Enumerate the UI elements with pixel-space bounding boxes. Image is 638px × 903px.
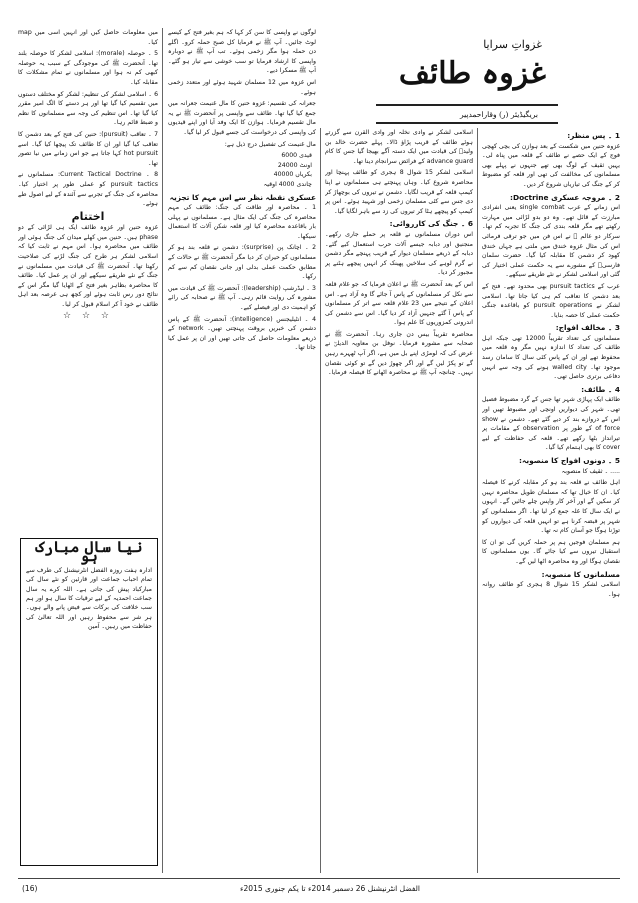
paragraph: غزوہ حنین میں شکست کے بعد ہوازن کی بچی کھچی فوج کے ایک حصے نے طائف کے قلعہ میں پناہ لی۔ یہیں ثقیف کے لوگ بھی تھے جنہوں نے پہلے بھی مسلمانوں کی مخالفت کی تھی اور قلعہ کو مضبوط کر کے جنگ کی تیاریاں شروع کر دیں۔ <box>482 142 620 188</box>
section-heading: 5 ۔ دونوں افواج کا منصوبہ: <box>519 456 620 465</box>
paragraph: اس کے بعد آنحضرت ﷺ نے اعلان فرمایا کہ جو غلام قلعہ سے نکل کر مسلمانوں کے پاس آ جائے گا وہ آزاد ہے۔ اس اعلان کے نتیجے میں 23 غلام قلعہ سے اتر کر مسلمانوں کے پاس آ گئے جنہیں آزاد کر دیا گیا۔ اس سے دشمن کی اندرونی کمزوریوں کا علم ہوا۔ <box>325 280 473 327</box>
section-heading: 3 ۔ مخالف افواج: <box>555 323 620 333</box>
byline-rule <box>376 122 558 124</box>
paragraph: 7 ۔ تعاقب (pursuit): حنین کی فتح کے بعد دشمن کا تعاقب کیا گیا اور ان کا طائف تک پیچھا کیا گیا۔ اسے hot pursuit کہا جاتا ہے جو اس زمانے میں نیا تصور تھا۔ <box>18 130 158 167</box>
footer-rule <box>18 878 620 879</box>
new-year-heading: نیا سال مبارک ہو <box>35 538 143 566</box>
conclusion-heading: اختتام <box>71 209 105 223</box>
new-year-box <box>20 538 158 866</box>
issue-info: الفضل انٹرنیشنل 26 دسمبر 2014ء تا یکم جنوری 2015ء <box>239 884 420 893</box>
paragraph: محاصرہ تقریباً بیس دن جاری رہا۔ آنحضرت ﷺ نے صحابہ سے مشورہ فرمایا۔ نوفل بن معاویہ الدیلیؓ نے عرض کی کہ لومڑی اپنے بل میں ہے، اگر آپ ٹھہرے رہیں گے تو پکڑ لیں گے اور اگر چھوڑ دیں گے تو کوئی نقصان نہیں۔ چنانچہ آپ ﷺ نے محاصرہ اٹھانے کا فیصلہ فرمایا۔ <box>325 330 473 377</box>
column-1 <box>482 128 620 876</box>
title-rule <box>376 104 558 106</box>
series-title: غزواتِ سرایا <box>483 38 542 51</box>
paragraph: اہل طائف نے قلعہ بند ہو کر مقابلہ کرنے کا فیصلہ کیا۔ ان کا خیال تھا کہ مسلمان طویل محاصرہ نہیں کر سکیں گے اور آخر کار واپس چلے جائیں گے۔ انہوں نے ایک سال کا غلہ جمع کر لیا تھا۔ اگر مسلمانوں کو شہر پر قبضہ کرنا ہے تو انہیں قلعہ کی دیواروں کو توڑنا ہوگا جو آسان کام نہ تھا۔ <box>482 479 620 535</box>
spoils-list <box>168 151 316 189</box>
paragraph: عرب کے pursuit tactics بھی محدود تھے۔ فتح کے بعد دشمن کا تعاقب کم ہی کیا جاتا تھا۔ اسلامی لشکر نے pursuit operations کو باقاعدہ جنگی حکمت عملی کا حصہ بنایا۔ <box>482 282 620 319</box>
paragraph: 5 ۔ حوصلہ (morale): اسلامی لشکر کا حوصلہ بلند تھا۔ آنحضرت ﷺ کی موجودگی کے سبب یہ حوصلہ کبھی کم نہ ہوا اور مسلمانوں نے تمام مشکلات کا مقابلہ کیا۔ <box>18 50 158 86</box>
paragraph: اس زمانے کے عرب single combat یعنی انفرادی مبارزت کے قائل تھے۔ وہ دو بدو لڑائی میں مہارت رکھتے تھے مگر قلعہ بندی کی جنگ کا تجربہ کم تھا۔ سرکار دو عالم ﷺ نے اس فن میں جو ترقی فرمائی اس کی مثال غزوہ خندق میں ملتی ہے جہاں خندق کھود کر دشمن کا مقابلہ کیا گیا۔ حضرت سلمان فارسیؓ کے مشورے سے یہ حکمت عملی اختیار کی گئی اور اسلامی لشکر نے نئے طریقے سیکھے۔ <box>482 204 620 279</box>
paragraph: 3 ۔ لیڈرشپ (leadership): آنحضرت ﷺ کی قیادت میں مشورہ کی روایت قائم رہی۔ آپ ﷺ نے صحابہ کی رائے کو اہمیت دی اور فیصلے کیے۔ <box>168 284 316 312</box>
column-divider <box>162 28 163 873</box>
paragraph: اس غزوہ میں 12 مسلمان شہید ہوئے اور متعدد زخمی ہوئے۔ <box>168 78 316 96</box>
column-4 <box>18 28 158 528</box>
paragraph: ..... ۔ ثقیف کا منصوبہ <box>561 467 620 475</box>
column-divider <box>477 128 478 873</box>
paragraph: 1 ۔ محاصرہ اور طاقت کی جنگ: طائف کی مہم محاصرہ کی جنگ کی ایک مثال ہے۔ مسلمانوں نے پہلی بار باقاعدہ محاصرہ کیا اور قلعہ شکن آلات کا استعمال سیکھا۔ <box>168 204 316 240</box>
section-heading: 1 ۔ پس منظر: <box>567 131 620 140</box>
byline: بریگیڈیئر (ر) وقاراحمدپیر <box>460 110 538 119</box>
end-stars: ☆ ☆ ☆ <box>63 310 113 321</box>
paragraph: اسلامی لشکر نے وادی نخلہ اور وادی القرن سے گزرتے ہوئے طائف کے قریب پڑاؤ ڈالا۔ پہلے حضرت خالد بن ولیدؓ کی قیادت میں ایک دستہ آگے بھیجا گیا جس کا کام advance guard کے فرائض سرانجام دینا تھا۔ <box>325 129 473 165</box>
spoils-item: چاندی 4000 اوقیہ <box>263 180 312 188</box>
paragraph: 8 ۔ Current Tactical Doctrine: مسلمانوں نے pursuit tactics کو عملی طور پر اختیار کیا۔ محاصرہ کی جنگ کے تجربے سے آئندہ کے لیے اصول طے ہوئے۔ <box>18 171 158 208</box>
column-divider <box>320 128 321 873</box>
section-heading: 4 ۔ طائف: <box>581 384 620 394</box>
paragraph: جعرانہ کی تقسیم: غزوہ حنین کا مال غنیمت جعرانہ میں جمع کیا گیا تھا۔ طائف سے واپسی پر آنحضرت ﷺ نے یہ مال تقسیم فرمایا۔ ہوازن کا ایک وفد آیا اور اپنے قیدیوں کی واپسی کی درخواست کی جسے قبول کر لیا گیا۔ <box>168 100 316 136</box>
paragraph: مال غنیمت کی تفصیل درج ذیل ہے: <box>224 140 316 148</box>
column-3 <box>168 28 316 876</box>
paragraph: 6 ۔ اسلامی لشکر کی تنظیم: لشکر کو مختلف دستوں میں تقسیم کیا گیا تھا اور ہر دستے کا الگ امیر مقرر کیا گیا تھا۔ اس تنظیم کی وجہ سے مسلمانوں کا نظم و ضبط قائم رہا۔ <box>18 90 158 127</box>
spoils-item: قیدی 6000 <box>281 152 312 160</box>
spoils-item: اونٹ 24000 <box>277 161 312 169</box>
section-heading: مسلمانوں کا منصوبہ: <box>541 569 620 579</box>
paragraph: لوگوں نے واپسی کا سن کر کہا کہ ہم بغیر فتح کے کیسے لوٹ جائیں۔ آپ ﷺ نے فرمایا کل صبح حملہ کرو۔ اگلے دن حملہ ہوا مگر زخمی ہوئے۔ تب آپ ﷺ نے دوبارہ واپسی کا ارشاد فرمایا تو سب خوشی سے تیار ہو گئے۔ آپ ﷺ مسکرا دیے۔ <box>168 29 316 75</box>
paragraph: مسلمانوں کی تعداد تقریباً 12000 تھی جبکہ اہل طائف کی تعداد کا اندازہ نہیں مگر وہ قلعہ میں محفوظ تھے اور ان کے پاس کئی سال کا سامان رسد موجود تھا۔ walled city ہونے کی وجہ سے انہیں دفاعی برتری حاصل تھی۔ <box>482 334 620 381</box>
section-heading: 2 ۔ مروجہ عسکری Doctrine: <box>509 192 620 202</box>
paragraph: اسلامی لشکر 15 شوال 8 ہجری کو طائف روانہ ہوا۔ <box>482 581 620 598</box>
paragraph: میں معلومات حاصل کیں اور انہیں اسی میں map کیا۔ <box>18 29 158 46</box>
paragraph: غزوہ حنین اور غزوہ طائف ایک ہی لڑائی کے دو phase ہیں۔ حنین میں کھلے میدان کی جنگ ہوئی اور طائف میں محاصرہ ہوا۔ اس مہم نے ثابت کیا کہ اسلامی لشکر ہر طرح کی جنگ لڑنے کی صلاحیت رکھتا تھا۔ آنحضرت ﷺ کی قیادت میں مسلمانوں نے جنگ کے نئے طریقے سیکھے اور ان پر عمل کیا۔ طائف کا محاصرہ بظاہر بغیر فتح کے اٹھایا گیا مگر اس کے نتائج دور رس ثابت ہوئے اور کچھ ہی عرصہ بعد اہل طائف نے خود آ کر اسلام قبول کر لیا۔ <box>18 224 158 309</box>
paragraph: طائف ایک پہاڑی شہر تھا جس کے گرد مضبوط فصیل تھی۔ شہر کی دیواریں اونچی اور مضبوط تھیں اور اس کے دروازے بند کر دیے گئے تھے۔ دشمن نے show of force کے طور پر observation کے مقامات پر تیرانداز بٹھا رکھے تھے۔ قلعہ کی حفاظت کے لیے cover کا بھی اہتمام کیا گیا۔ <box>482 396 620 452</box>
paragraph: ہم مسلمان فوجیں ہم پر حملہ کریں گی تو ان کا استقبال تیروں سے کیا جائے گا۔ یوں مسلمانوں کا نقصان ہوگا اور وہ محاصرہ اٹھا لیں گے۔ <box>482 538 620 565</box>
new-year-text: ادارہ ہفت روزہ الفضل انٹرنیشنل کی طرف سے تمام احباب جماعت اور قارئین کو نئے سال کی مبارکباد پیش کی جاتی ہے۔ اللہ کرے یہ سال جماعت احمدیہ کے لیے ترقیات کا سال ہو اور ہم سب خلافت کی برکات سے فیض پانے والے ہوں۔ ہر شر سے محفوظ رہیں اور اللہ تعالیٰ کی حفاظت میں رہیں۔ آمین <box>26 566 152 631</box>
article-title: غزوہ طائف <box>398 56 546 91</box>
paragraph: 4 ۔ انٹیلیجنس (intelligence): آنحضرت ﷺ کے پاس دشمن کی خبریں بروقت پہنچتی تھیں۔ network کے ذریعے معلومات حاصل کی جاتی تھیں اور ان پر عمل کیا جاتا تھا۔ <box>168 315 316 352</box>
paragraph: 2 ۔ اچانک پن (surprise): دشمن نے قلعہ بند ہو کر مسلمانوں کو حیران کر دیا مگر آنحضرت ﷺ نے حالات کے مطابق حکمت عملی بدلی اور جانی نقصان کم سے کم رکھا۔ <box>168 244 316 281</box>
column-2 <box>325 128 473 876</box>
section-heading: عسکری نقطہ نظر سے اس مہم کا تجزیہ <box>169 192 316 202</box>
section-heading: 6 ۔ جنگ کی کارروائی: <box>389 219 473 229</box>
page-number: (16) <box>22 884 38 893</box>
paragraph: اس دوران مسلمانوں نے قلعہ پر حملے جاری رکھے۔ منجنیق اور دبابہ جیسے آلات حرب استعمال کیے گئے۔ دبابہ کے ذریعے مسلمان دیوار کے قریب پہنچے مگر دشمن نے گرم لوہے کی سلاخیں پھینک کر انہیں پیچھے ہٹنے پر مجبور کر دیا۔ <box>325 230 473 277</box>
spoils-item: بکریاں 40000 <box>273 171 312 179</box>
paragraph: اسلامی لشکر 15 شوال 8 ہجری کو طائف پہنچا اور محاصرہ شروع کیا۔ وہاں پہنچتے ہی مسلمانوں نے اپنا کیمپ قلعہ کے قریب لگایا۔ دشمن نے تیروں کی بوچھاڑ کر دی جس سے کئی مسلمان زخمی اور شہید ہوئے۔ اس پر کیمپ کو پیچھے ہٹا کر تیروں کی زد سے باہر لگایا گیا۔ <box>325 169 473 215</box>
